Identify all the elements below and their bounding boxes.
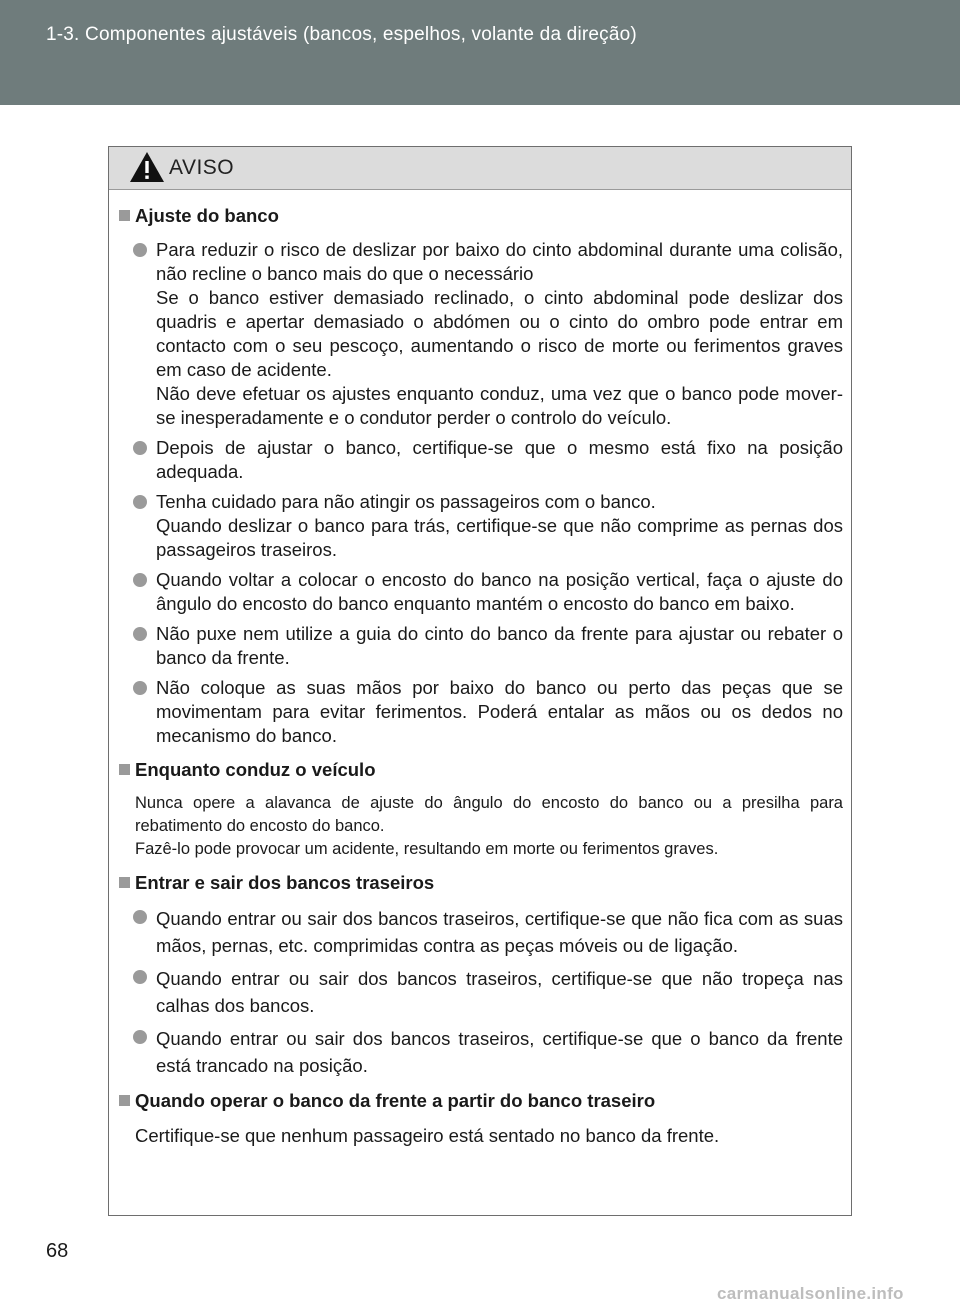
list-item: Tenha cuidado para não atingir os passageiros com o banco. Quando deslizar o banco para trás, certifique-se que não comprime as pernas dos passageiros traseiros.	[123, 490, 843, 562]
list-item: Quando entrar ou sair dos bancos traseiros, certifique-se que não fica com as suas mãos, pernas, etc. comprimidas contra as peças móveis ou de ligação.	[123, 905, 843, 959]
section-title: Entrar e sair dos bancos traseiros	[123, 871, 843, 895]
list-item: Quando entrar ou sair dos bancos traseiros, certifique-se que não tropeça nas calhas dos bancos.	[123, 965, 843, 1019]
section-paragraph: Nunca opere a alavanca de ajuste do ângulo do encosto do banco ou a presilha para rebatimento do encosto do banco. Fazê-lo pode provocar um acidente, resultando em morte ou ferimentos graves.	[135, 794, 843, 858]
circle-bullet-icon	[133, 441, 147, 455]
circle-bullet-icon	[133, 910, 147, 924]
warning-triangle-icon	[129, 151, 165, 183]
square-bullet-icon	[119, 764, 130, 775]
square-bullet-icon	[119, 210, 130, 221]
circle-bullet-icon	[133, 243, 147, 257]
circle-bullet-icon	[133, 970, 147, 984]
list-item: Não puxe nem utilize a guia do cinto do banco da frente para ajustar ou rebater o banco da frente.	[123, 622, 843, 670]
list-item: Depois de ajustar o banco, certifique-se que o mesmo está fixo na posição adequada.	[123, 436, 843, 484]
warning-header	[109, 147, 851, 190]
list-item: Não coloque as suas mãos por baixo do banco ou perto das peças que se movimentam para evitar ferimentos. Poderá entalar as mãos ou os dedos no mecanismo do banco.	[123, 676, 843, 748]
section-title: Ajuste do banco	[123, 204, 843, 228]
circle-bullet-icon	[133, 627, 147, 641]
list-item: Quando entrar ou sair dos bancos traseiros, certifique-se que o banco da frente está trancado na posição.	[123, 1025, 843, 1079]
square-bullet-icon	[119, 877, 130, 888]
list-item: Quando voltar a colocar o encosto do banco na posição vertical, faça o ajuste do ângulo do encosto do banco enquanto mantém o encosto do banco em baixo.	[123, 568, 843, 616]
list-item: Para reduzir o risco de deslizar por baixo do cinto abdominal durante uma colisão, não recline o banco mais do que o necessário Se o banco estiver demasiado reclinado, o cinto abdominal pode deslizar dos quadris e apertar demasiado o abdómen ou o cinto do ombro pode entrar em contacto com o seu pescoço, aumentando o risco de morte ou ferimentos graves em caso de acidente. Não deve efetuar os ajustes enquanto conduz, uma vez que o banco pode mover-se inesperadamente e o condutor perder o controlo do veículo.	[123, 238, 843, 430]
watermark: carmanualsonline.info	[717, 1284, 904, 1303]
warning-label: AVISO	[169, 156, 235, 179]
square-bullet-icon	[119, 1095, 130, 1106]
warning-content	[123, 204, 843, 1159]
chapter-header	[0, 0, 960, 105]
section-title: Enquanto conduz o veículo	[123, 758, 843, 782]
circle-bullet-icon	[133, 1030, 147, 1044]
circle-bullet-icon	[133, 681, 147, 695]
page-number: 68	[46, 1240, 69, 1262]
warning-box	[108, 146, 852, 1216]
section-title: Quando operar o banco da frente a partir do banco traseiro	[123, 1089, 843, 1113]
chapter-title: 1-3. Componentes ajustáveis (bancos, espelhos, volante da direção)	[46, 24, 637, 45]
circle-bullet-icon	[133, 573, 147, 587]
section-paragraph: Certifique-se que nenhum passageiro está sentado no banco da frente.	[135, 1125, 720, 1146]
circle-bullet-icon	[133, 495, 147, 509]
